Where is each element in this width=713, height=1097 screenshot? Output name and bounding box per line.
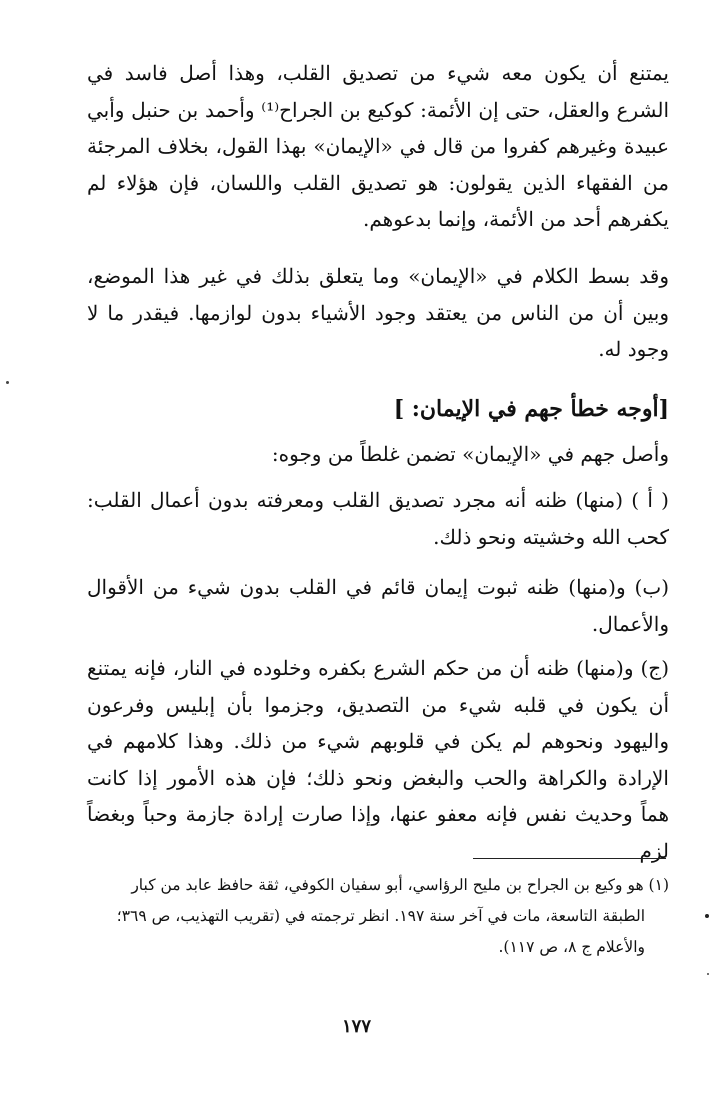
footnote-divider	[473, 858, 666, 859]
list-item-b	[87, 569, 669, 642]
intro-text: وأصل جهم في «الإيمان» تضمن غلطاً من وجوه:	[271, 442, 669, 466]
paragraph-2-text: وقد بسط الكلام في «الإيمان» وما يتعلق بذلك في غير هذا الموضع، وبين أن من الناس من يعتقد وجود الأشياء بدون لوازمها. فيقدر ما لا وجود له.	[87, 264, 669, 362]
section-heading: [أوجه خطأ جهم في الإيمان: ]	[393, 396, 669, 422]
paragraph-1-text: يمتنع أن يكون معه شيء من تصديق القلب، وهذا أصل فاسد في الشرع والعقل، حتى إن الأئمة: كوكيع بن الجراح⁽¹⁾ وأحمد بن حنبل وأبي عبيدة وغيرهم كفروا من قال في «الإيمان» بهذا القول، بخلاف المرجئة من الفقهاء الذين يقولون: هو تصديق القلب واللسان، فإن هؤلاء لم يكفرهم أحد من الأئمة، وإنما بدعوهم.	[87, 61, 670, 232]
paragraph-1	[87, 55, 669, 238]
list-item-c	[87, 650, 669, 870]
footnote-line-3: والأعلام ج ٨، ص ١١٧).	[498, 938, 645, 956]
footnote-line-1: (١) هو وكيع بن الجراح بن مليح الرؤاسي، أبو سفيان الكوفي، ثقة حافظ عابد من كبار	[131, 876, 669, 894]
scan-speck	[705, 914, 709, 918]
footnote-line-2: الطبقة التاسعة، مات في آخر سنة ١٩٧. انظر ترجمته في (تقريب التهذيب، ص ٣٦٩؛	[116, 907, 645, 925]
list-item-a-text: ( أ ) (منها) ظنه أنه مجرد تصديق القلب ومعرفته بدون أعمال القلب: كحب الله وخشيته ونحو ذلك.	[87, 488, 669, 549]
list-item-b-text: (ب) و(منها) ظنه ثبوت إيمان قائم في القلب بدون شيء من الأقوال والأعمال.	[87, 575, 669, 636]
list-item-a	[87, 482, 669, 555]
paragraph-2	[87, 258, 669, 368]
scan-speck	[707, 973, 709, 975]
intro-paragraph	[87, 436, 669, 473]
footnote	[87, 870, 669, 963]
scan-speck	[6, 381, 9, 384]
list-item-c-text: (ج) و(منها) ظنه أن من حكم الشرع بكفره وخلوده في النار، فإنه يمتنع أن يكون في قلبه شيء من التصديق، وجزموا بأن إبليس وفرعون واليهود ونحوهم لم يكن في قلوبهم شيء من ذلك. وهذا كلامهم في الإرادة والكراهة والحب والبغض ونحو ذلك؛ فإن هذه الأمور إذا كانت هماً وحديث نفس فإنه معفو عنها، وإذا صارت إرادة جازمة وحباً وبغضاً لزم	[87, 656, 669, 863]
page-number: ١٧٧	[341, 1016, 371, 1037]
